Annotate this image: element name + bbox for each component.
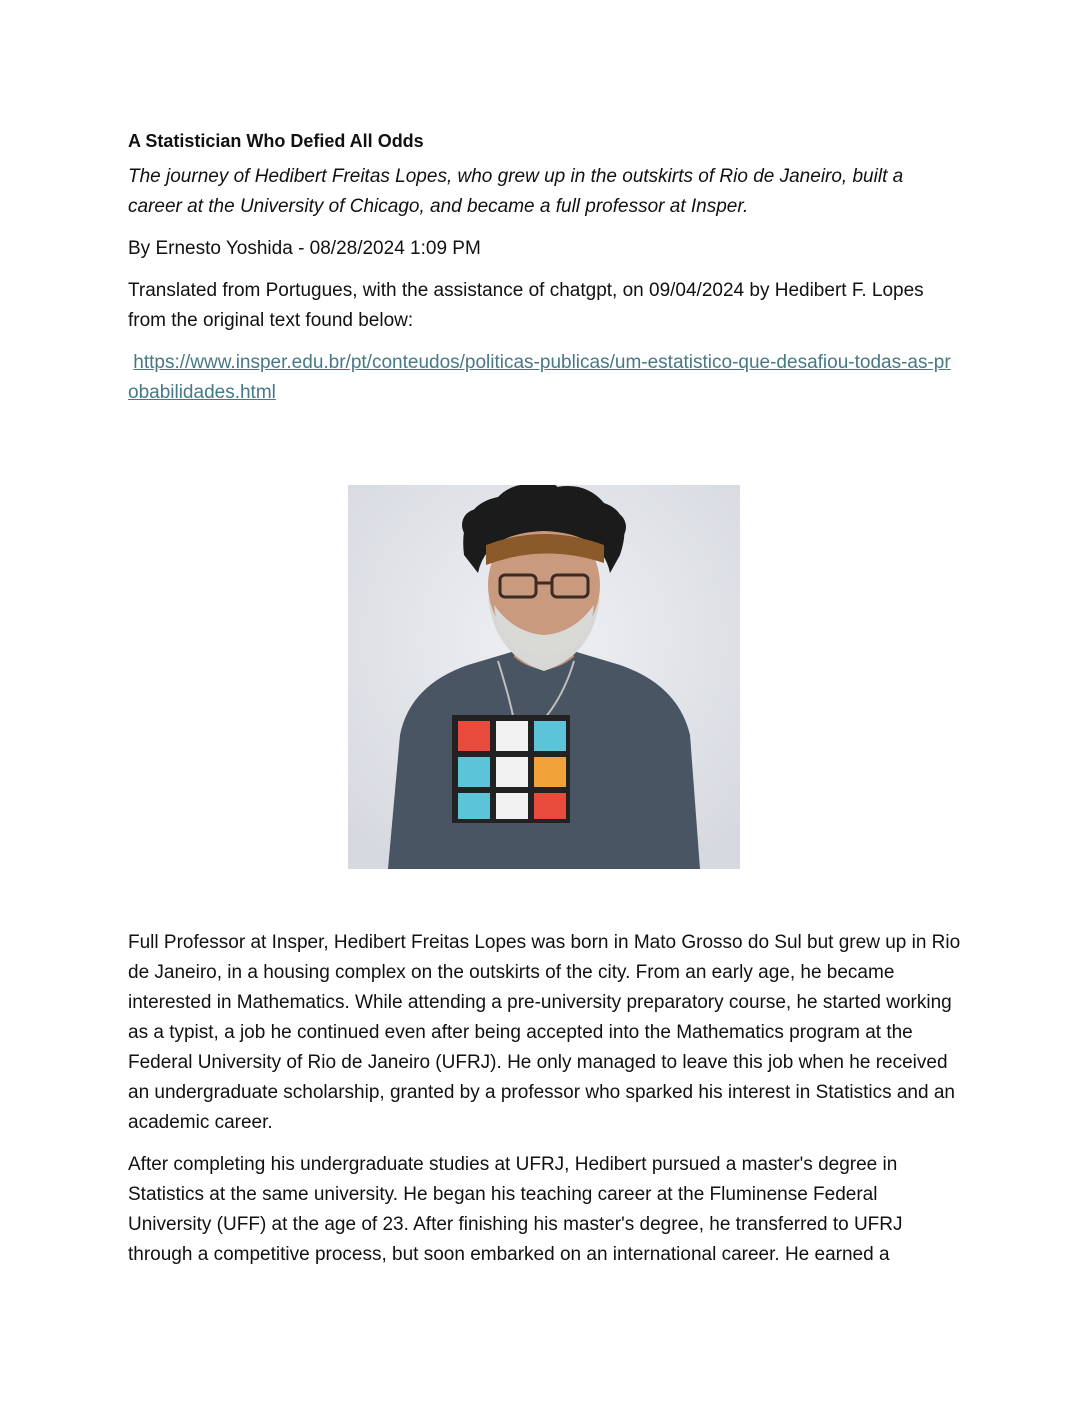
translation-note: Translated from Portugues, with the assistance of chatgpt, on 09/04/2024 by Hedibert F. Lopes from the original text found below:	[128, 280, 924, 331]
source-link[interactable]: https://www.insper.edu.br/pt/conteudos/politicas-publicas/um-estatistico-que-desafiou-todas-as-probabilidades.html	[128, 352, 951, 403]
article-subtitle: The journey of Hedibert Freitas Lopes, who grew up in the outskirts of Rio de Janeiro, built a career at the University of Chicago, and became a full professor at Insper.	[128, 166, 904, 217]
body-paragraph: After completing his undergraduate studies at UFRJ, Hedibert pursued a master's degree in Statistics at the same university. He began his teaching career at the Fluminense Federal University (UFF) at the age of 23. After finishing his master's degree, he transferred to UFRJ through a competitive process, but soon embarked on an international career. He earned a	[128, 1154, 903, 1265]
article-header	[128, 128, 960, 420]
article-title: A Statistician Who Defied All Odds	[128, 131, 424, 151]
body-paragraph: Full Professor at Insper, Hedibert Freitas Lopes was born in Mato Grosso do Sul but grew up in Rio de Janeiro, in a housing complex on the outskirts of the city. From an early age, he became interested in Mathematics. While attending a pre-university preparatory course, he started working as a typist, a job he continued even after being accepted into the Mathematics program at the Federal University of Rio de Janeiro (UFRJ). He only managed to leave this job when he received an undergraduate scholarship, granted by a professor who sparked his interest in Statistics and an academic career.	[128, 932, 961, 1133]
article-byline: By Ernesto Yoshida - 08/28/2024 1:09 PM	[128, 238, 481, 259]
portrait-photo	[348, 485, 740, 869]
portrait-illustration	[348, 485, 740, 869]
article-body	[128, 928, 963, 1282]
